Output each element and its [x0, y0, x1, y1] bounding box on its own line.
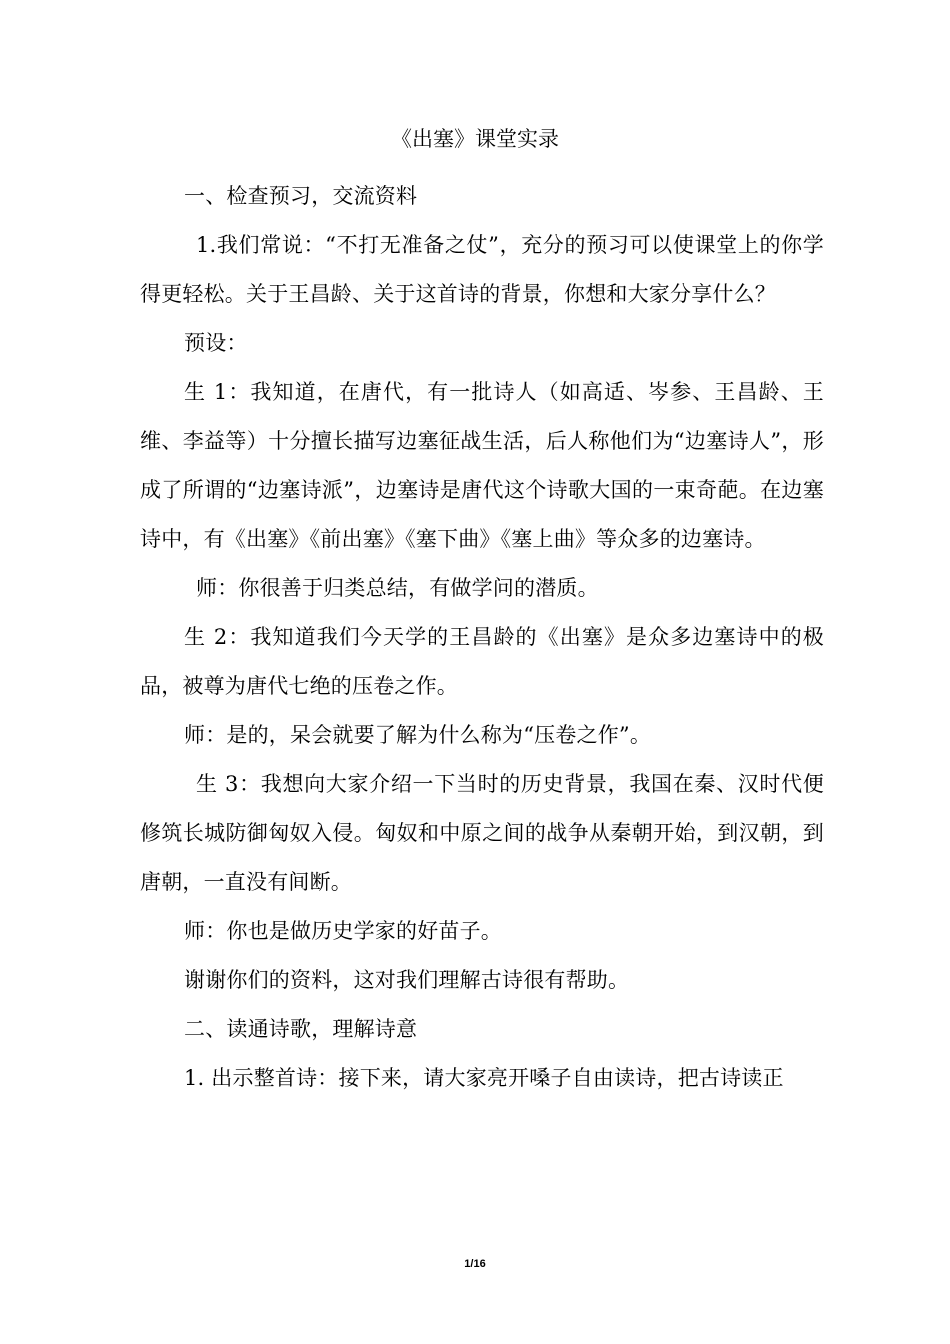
paragraph-question-1: 1.我们常说：“不打无准备之仗”，充分的预习可以使课堂上的你学得更轻松。关于王昌龄、关于这首诗的背景，你想和大家分享什么？: [140, 233, 824, 306]
paragraph-student-2: 生 2：我知道我们今天学的王昌龄的《出塞》是众多边塞诗中的极品，被尊为唐代七绝的压卷之作。: [140, 625, 824, 698]
document-body: [140, 172, 824, 1103]
paragraph-teacher-3: 师：你也是做历史学家的好苗子。: [184, 919, 502, 943]
section-heading-1: 一、检查预习，交流资料: [184, 184, 418, 208]
paragraph-thanks: 谢谢你们的资料，这对我们理解古诗很有帮助。: [184, 968, 630, 992]
paragraph-student-1: 生 1：我知道，在唐代，有一批诗人（如高适、岑参、王昌龄、王维、李益等）十分擅长描写边塞征战生活，后人称他们为“边塞诗人”，形成了所谓的“边塞诗派”，边塞诗是唐代这个诗歌大国的一束奇葩。在边塞诗中，有《出塞》《前出塞》《塞下曲》《塞上曲》等众多的边塞诗。: [140, 380, 824, 551]
document-title: 《出塞》课堂实录: [391, 127, 559, 151]
paragraph-student-3: 生 3：我想向大家介绍一下当时的历史背景，我国在秦、汉时代便修筑长城防御匈奴入侵。匈奴和中原之间的战争从秦朝开始，到汉朝，到唐朝，一直没有间断。: [140, 772, 824, 894]
section-heading-2: 二、读通诗歌，理解诗意: [184, 1017, 418, 1041]
page-number: 1/16: [464, 1258, 486, 1270]
paragraph-teacher-2: 师：是的，呆会就要了解为什么称为“压卷之作”。: [184, 723, 652, 747]
paragraph-preset: 预设：: [184, 331, 248, 355]
paragraph-teacher-1: 师：你很善于归类总结，有做学问的潜质。: [196, 576, 599, 600]
paragraph-show-poem: 1. 出示整首诗：接下来，请大家亮开嗓子自由读诗，把古诗读正: [184, 1066, 784, 1090]
